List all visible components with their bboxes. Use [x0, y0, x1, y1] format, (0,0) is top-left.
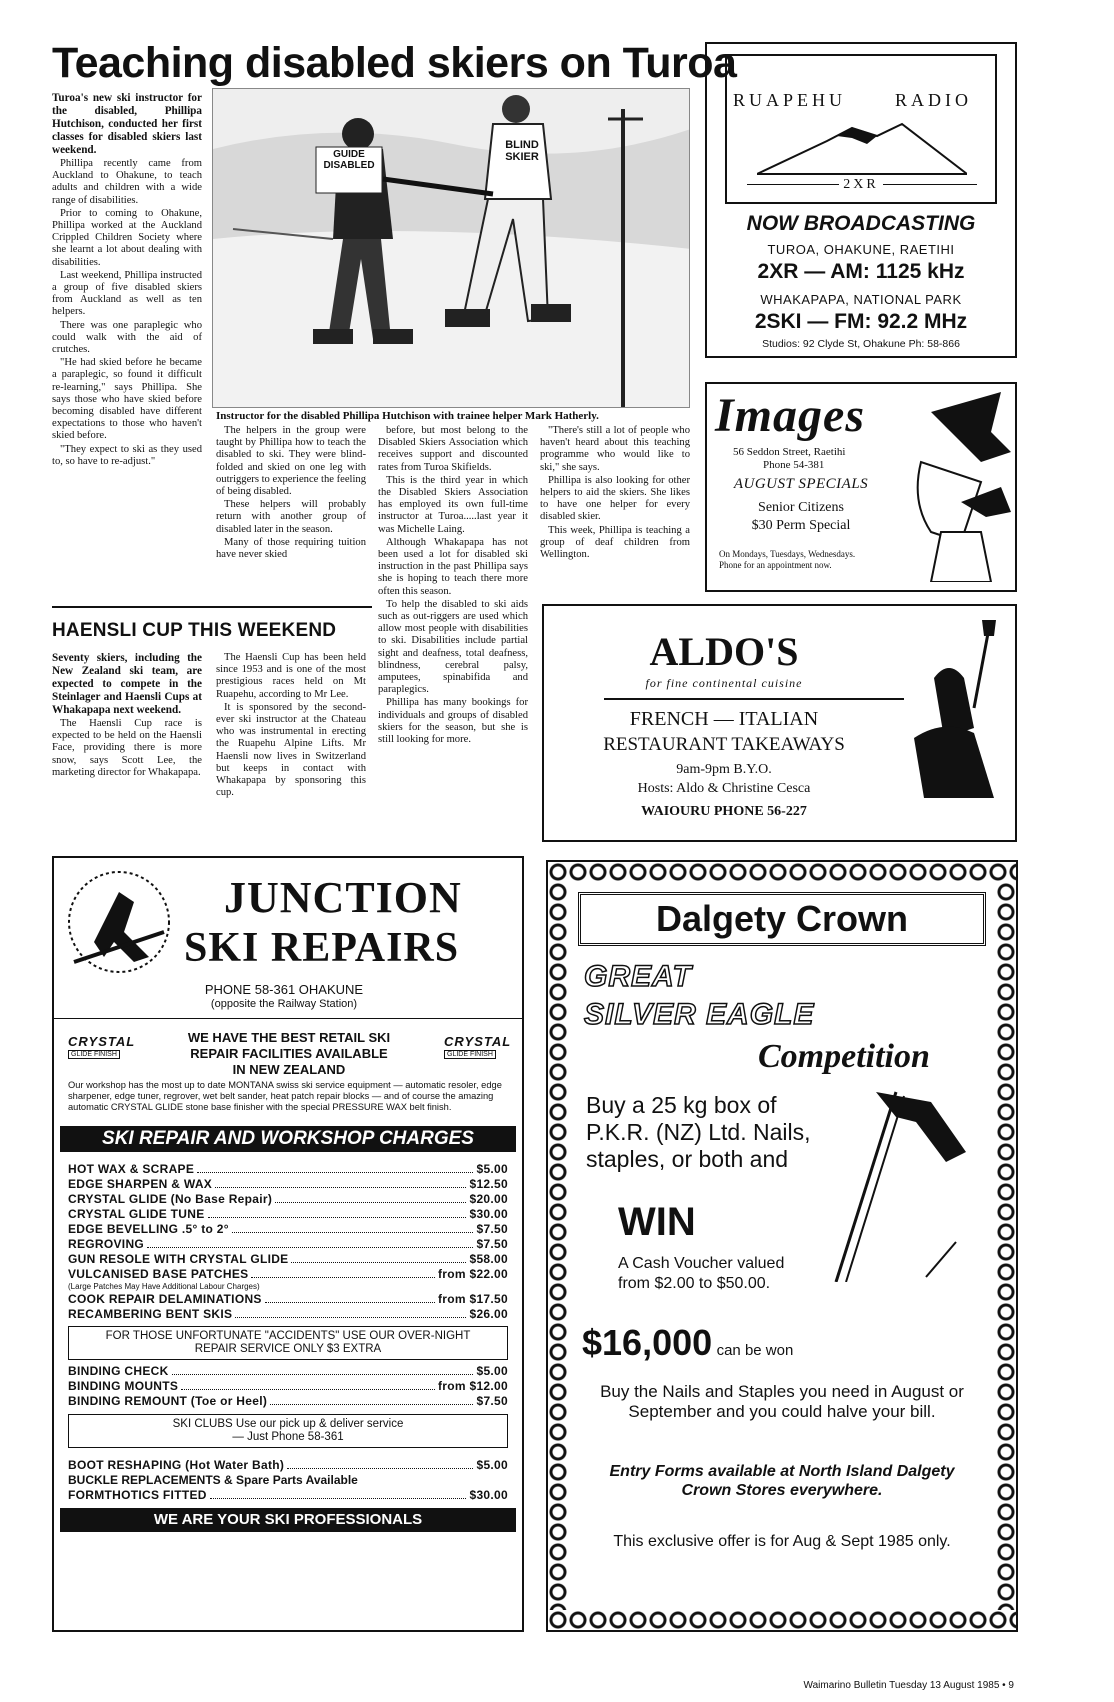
- images-specials: AUGUST SPECIALS: [733, 476, 869, 492]
- charge-row: [68, 1252, 508, 1267]
- dot-leader: [251, 1277, 435, 1278]
- images-ad: [705, 382, 1017, 592]
- aldos-phone: WAIOURU PHONE 56-227: [641, 804, 807, 819]
- radio-studios: Studios: 92 Clyde St, Ohakune Ph: 58-866: [762, 338, 960, 350]
- charge-label: EDGE BEVELLING .5° to 2°: [68, 1222, 229, 1236]
- article-paragraph: This week, Phillipa is teaching a group of deaf children from Wellington.: [540, 524, 690, 561]
- aldos-tagline: for fine continental cuisine: [645, 676, 803, 690]
- article-paragraph: This is the third year in which the Disabled Skiers Association has employed its own full-time instructor at Turoa.....last year it was Michelle Laing.: [378, 474, 528, 535]
- dot-leader: [172, 1374, 474, 1375]
- charge-row: [68, 1267, 508, 1282]
- skiers-photo-illustration: [213, 89, 690, 408]
- dalgety-offer: This exclusive offer is for Aug & Sept 1985 only.: [613, 1533, 951, 1550]
- article-column-4: [540, 425, 690, 562]
- silver-eagle-title: SILVER EAGLE: [584, 998, 815, 1031]
- charge-price: $7.50: [476, 1394, 508, 1408]
- dalgety-ad: [546, 860, 1018, 1632]
- radio-logo-right: RADIO: [895, 90, 972, 110]
- charges-list-2: [68, 1292, 508, 1322]
- charge-label: BINDING CHECK: [68, 1364, 169, 1378]
- haensli-paragraph: It is sponsored by the second-ever ski instructor at the Chateau who was instrumental in erecting the Ruapehu Alpine Lifts. Mr Haensli now lives in Switzerland but keeps in contact with Whakapapa by sponsoring this cup.: [216, 701, 366, 799]
- charge-row: [68, 1177, 508, 1192]
- hammer-icon: [816, 1082, 986, 1282]
- photo-caption: Instructor for the disabled Phillipa Hutchison with trainee helper Mark Hatherly.: [216, 410, 599, 422]
- haensli-paragraph: The Haensli Cup race is expected to be held on the Haensli Face, providing there is more snow, says Scott Lee, the marketing director for Whakapapa.: [52, 718, 202, 778]
- article-paragraph: These helpers will probably return with another group of disabled later in the season.: [216, 499, 366, 535]
- junction-opposite: (opposite the Railway Station): [210, 998, 358, 1010]
- crystal-logo-left: CRYSTAL: [68, 1034, 136, 1049]
- aldos-rule: [604, 698, 904, 700]
- charge-price: $58.00: [469, 1252, 508, 1266]
- formthotics-row: FORMTHOTICS FITTED $30.00: [68, 1488, 508, 1502]
- boot-reshaping-row: BOOT RESHAPING (Hot Water Bath) $5.00: [68, 1458, 508, 1472]
- article-paragraph: Phillipa is also looking for other helpers to aid the skiers. She likes to have one helper for every disabled skier.: [540, 474, 690, 523]
- haensli-paragraph: The Haensli Cup has been held since 1953 and is one of the most prestigious races held on Mt Ruapehu, according to Mr Lee.: [216, 652, 366, 700]
- haensli-headline: HAENSLI CUP THIS WEEKEND: [52, 620, 337, 641]
- charge-label: VULCANISED BASE PATCHES: [68, 1267, 249, 1281]
- radio-callsign: 2XR: [839, 177, 882, 192]
- charge-label: BINDING MOUNTS: [68, 1379, 179, 1393]
- win-text: WIN: [618, 1200, 696, 1244]
- images-days: On Mondays, Tuesdays, Wednesdays.: [719, 549, 856, 559]
- radio-freq-2: 2SKI — FM: 92.2 MHz: [754, 310, 968, 333]
- ski-clubs-line-1: SKI CLUBS Use our pick up & deliver service: [172, 1418, 404, 1430]
- bib-blind-skier: BLIND SKIER: [505, 139, 539, 163]
- charge-price: from $17.50: [437, 1292, 508, 1306]
- dot-leader: [291, 1262, 466, 1263]
- article-paragraph: Last weekend, Phillipa instructed a group of five disabled skiers from Auckland as well as ten helpers.: [52, 269, 202, 318]
- dot-leader: [181, 1389, 435, 1390]
- now-broadcasting: NOW BROADCASTING: [746, 212, 976, 235]
- charge-row: [68, 1192, 508, 1207]
- aldos-ad: [542, 604, 1017, 842]
- page-footer: Waimarino Bulletin Tuesday 13 August 1985 • 9: [803, 1680, 1014, 1691]
- mountain-icon: [757, 116, 967, 176]
- skier-logo-icon: [64, 862, 174, 982]
- images-line-1: Senior Citizens: [758, 500, 844, 515]
- junction-divider: [54, 1018, 522, 1019]
- ski-clubs-line-2: — Just Phone 58-361: [232, 1431, 344, 1443]
- charge-price: $5.00: [476, 1364, 508, 1378]
- haensli-column-1: [52, 652, 202, 780]
- charge-row: [68, 1222, 508, 1237]
- junction-best-3: IN NEW ZEALAND: [232, 1062, 346, 1077]
- junction-best-1: WE HAVE THE BEST RETAIL SKI: [187, 1030, 391, 1045]
- chain-border-top: [548, 862, 1016, 882]
- charge-label: RECAMBERING BENT SKIS: [68, 1307, 233, 1321]
- article-paragraph: "They expect to ski as they used to, so have to re-adjust.": [52, 443, 202, 467]
- dalgety-brand: Dalgety Crown: [578, 892, 986, 946]
- charges-list-1: [68, 1162, 508, 1282]
- images-phone: Phone 54-381: [763, 459, 825, 471]
- junction-footer: WE ARE YOUR SKI PROFESSIONALS: [60, 1508, 516, 1532]
- article-paragraph: Phillipa has many bookings for individuals and groups of disabled skiers for the season, but she is still looking for more.: [378, 697, 528, 746]
- article-paragraph: Prior to coming to Ohakune, Phillipa worked at the Auckland Crippled Children Society where she learnt a lot about dealing with disabilities.: [52, 207, 202, 268]
- dot-leader: [270, 1404, 473, 1405]
- radio-logo: [725, 54, 997, 204]
- buckle-line: BUCKLE REPLACEMENTS & Spare Parts Available: [68, 1473, 358, 1487]
- aldos-name: ALDO'S: [649, 629, 799, 674]
- crystal-sub-left: GLIDE FINISH: [68, 1050, 120, 1059]
- radio-ad: [705, 42, 1017, 358]
- dot-leader: [235, 1317, 466, 1318]
- great-title: GREAT: [584, 960, 692, 993]
- chain-border-right: [996, 882, 1016, 1610]
- article-column-2: [216, 425, 366, 562]
- dot-leader: [232, 1232, 474, 1233]
- dot-leader: [265, 1302, 435, 1303]
- woman-portrait-icon: [891, 392, 1011, 582]
- dot-leader: [147, 1247, 473, 1248]
- images-logo: Images: [715, 389, 865, 442]
- charge-price: from $12.00: [437, 1379, 508, 1393]
- dalgety-prize-line: [582, 1322, 793, 1364]
- charge-price: $7.50: [476, 1237, 508, 1251]
- article-lead: Turoa's new ski instructor for the disabled, Phillipa Hutchison, conducted her first classes for disabled skiers last weekend.: [52, 92, 202, 156]
- dalgety-can-be-won: can be won: [716, 1342, 794, 1359]
- charge-row: [68, 1292, 508, 1307]
- dalgety-entry: Entry Forms available at North Island Dalgety Crown Stores everywhere.: [609, 1463, 955, 1499]
- haensli-lead: Seventy skiers, including the New Zealand ski team, are expected to compete in the Steinlager and Haensli Cups at Whakapapa next weekend.: [52, 652, 202, 716]
- chain-border-bottom: [548, 1610, 1016, 1630]
- junction-best-2: REPAIR FACILITIES AVAILABLE: [190, 1046, 388, 1061]
- article-paragraph: There was one paraplegic who could walk with the aid of crutches.: [52, 319, 202, 356]
- article-paragraph: Phillipa recently came from Auckland to Ohakune, to teach adults and children with a wide range of disabilities.: [52, 158, 202, 206]
- dalgety-voucher: A Cash Voucher valued from $2.00 to $50.00.: [618, 1255, 785, 1292]
- accident-box: FOR THOSE UNFORTUNATE "ACCIDENTS" USE OUR OVER-NIGHT REPAIR SERVICE ONLY $3 EXTRA: [68, 1326, 508, 1360]
- dalgety-nails: Buy the Nails and Staples you need in August or September and you could halve your bill.: [600, 1382, 964, 1421]
- dalgety-buy: Buy a 25 kg box of P.K.R. (NZ) Ltd. Nails, staples, or both and: [586, 1092, 811, 1172]
- article-headline: Teaching disabled skiers on Turoa: [52, 39, 737, 87]
- article-paragraph: Many of those requiring tuition have never skied: [216, 536, 366, 561]
- article-paragraph: To help the disabled to ski aids such as out-riggers are used which allow most people with disabilities to ski. Disabilities include partial sight and deafness, total deafness, blindness, cerebral palsy, amputees, spinabifida and paraplegics.: [378, 598, 528, 696]
- charge-row: [68, 1207, 508, 1222]
- charge-price: $5.00: [476, 1162, 508, 1176]
- charge-label: HOT WAX & SCRAPE: [68, 1162, 195, 1176]
- charge-row: [68, 1307, 508, 1322]
- radio-area-2: WHAKAPAPA, NATIONAL PARK: [760, 292, 962, 307]
- haensli-column-2: [216, 652, 366, 800]
- dalgety-big-amount: $16,000: [582, 1322, 713, 1363]
- ski-clubs-box: [68, 1414, 508, 1448]
- chain-border-left: [548, 882, 568, 1610]
- radio-logo-left: RUAPEHU: [733, 90, 847, 110]
- article-column-1: [52, 92, 202, 469]
- images-address: 56 Seddon Street, Raetihi: [733, 446, 846, 458]
- charge-row: [68, 1394, 508, 1409]
- charge-price: $26.00: [469, 1307, 508, 1321]
- charge-label: COOK REPAIR DELAMINATIONS: [68, 1292, 262, 1306]
- charge-label: CRYSTAL GLIDE (No Base Repair): [68, 1192, 273, 1206]
- junction-workshop: Our workshop has the most up to date MONTANA swiss ski service equipment — automatic resoler, edge sharpener, edge tuner, regrover, wet belt sander, heat patch repair blocks — and of course the amazing automatic CRYSTAL GLIDE stone base finisher with the special PRESSURE WAX belt finish.: [68, 1080, 502, 1112]
- article-paragraph: The helpers in the group were taught by Phillipa how to teach the disabled to ski. They were blind-folded and skied on one leg with outriggers to experience the feeling of being disabled.: [216, 425, 367, 498]
- charge-price: $30.00: [469, 1207, 508, 1221]
- junction-ad: [52, 856, 524, 1632]
- aldos-takeaways: RESTAURANT TAKEAWAYS: [603, 734, 845, 755]
- charge-row: [68, 1364, 508, 1379]
- charge-row: [68, 1379, 508, 1394]
- bib-guide-disabled: GUIDE DISABLED: [323, 149, 375, 171]
- article-paragraph: Although Whakapapa has not been used a lot for disabled ski instruction in the past Phillipa says she is hoping to teach there more often this season.: [378, 536, 528, 597]
- charge-label: CRYSTAL GLIDE TUNE: [68, 1207, 205, 1221]
- article-paragraph: before, but most belong to the Disabled Skiers Association which receives support and discounted rates from Turoa Skifields.: [378, 425, 528, 473]
- article-paragraph: "There's still a lot of people who haven't heard about this teaching programme who would like to ski," she says.: [540, 425, 690, 473]
- charges-title: SKI REPAIR AND WORKSHOP CHARGES: [60, 1126, 516, 1152]
- aldos-hours: 9am-9pm B.Y.O.: [676, 762, 772, 777]
- charge-price: $12.50: [469, 1177, 508, 1191]
- article-paragraph: "He had skied before he became a paraplegic, so found it difficult re-learning," says Phillipa. She says those who have skied before becoming disabled have different expectations to those who haven't skied before.: [52, 357, 202, 442]
- charge-price: from $22.00: [437, 1267, 508, 1281]
- junction-phone: PHONE 58-361 OHAKUNE: [204, 982, 364, 997]
- patch-note: (Large Patches May Have Additional Labour Charges): [68, 1282, 260, 1291]
- charge-label: GUN RESOLE WITH CRYSTAL GLIDE: [68, 1252, 289, 1266]
- radio-area-1: TUROA, OHAKUNE, RAETIHI: [767, 242, 955, 257]
- dot-leader: [215, 1187, 466, 1188]
- dot-leader: [275, 1202, 466, 1203]
- chef-illustration-icon: [894, 618, 1009, 808]
- charge-label: EDGE SHARPEN & WAX: [68, 1177, 213, 1191]
- dot-leader: [208, 1217, 467, 1218]
- section-divider: [52, 606, 372, 608]
- charge-row: [68, 1162, 508, 1177]
- charge-label: BINDING REMOUNT (Toe or Heel): [68, 1394, 268, 1408]
- aldos-cuisine: FRENCH — ITALIAN: [629, 708, 819, 730]
- charges-list-3: [68, 1364, 508, 1409]
- dot-leader: [197, 1172, 473, 1173]
- radio-freq-1: 2XR — AM: 1125 kHz: [757, 260, 965, 283]
- article-photo: [212, 88, 690, 408]
- article-column-3: [378, 425, 528, 747]
- charge-label: REGROVING: [68, 1237, 145, 1251]
- junction-title-1: JUNCTION: [224, 873, 462, 922]
- images-line-2: $30 Perm Special: [751, 518, 851, 533]
- aldos-hosts: Hosts: Aldo & Christine Cesca: [637, 781, 811, 796]
- charge-price: $7.50: [476, 1222, 508, 1236]
- crystal-logo-right: CRYSTAL: [444, 1034, 512, 1049]
- junction-title-2: SKI REPAIRS: [184, 925, 460, 971]
- competition-title: Competition: [758, 1038, 930, 1075]
- charge-row: [68, 1237, 508, 1252]
- charge-price: $20.00: [469, 1192, 508, 1206]
- images-appointment: Phone for an appointment now.: [719, 560, 832, 570]
- crystal-sub-right: GLIDE FINISH: [444, 1050, 496, 1059]
